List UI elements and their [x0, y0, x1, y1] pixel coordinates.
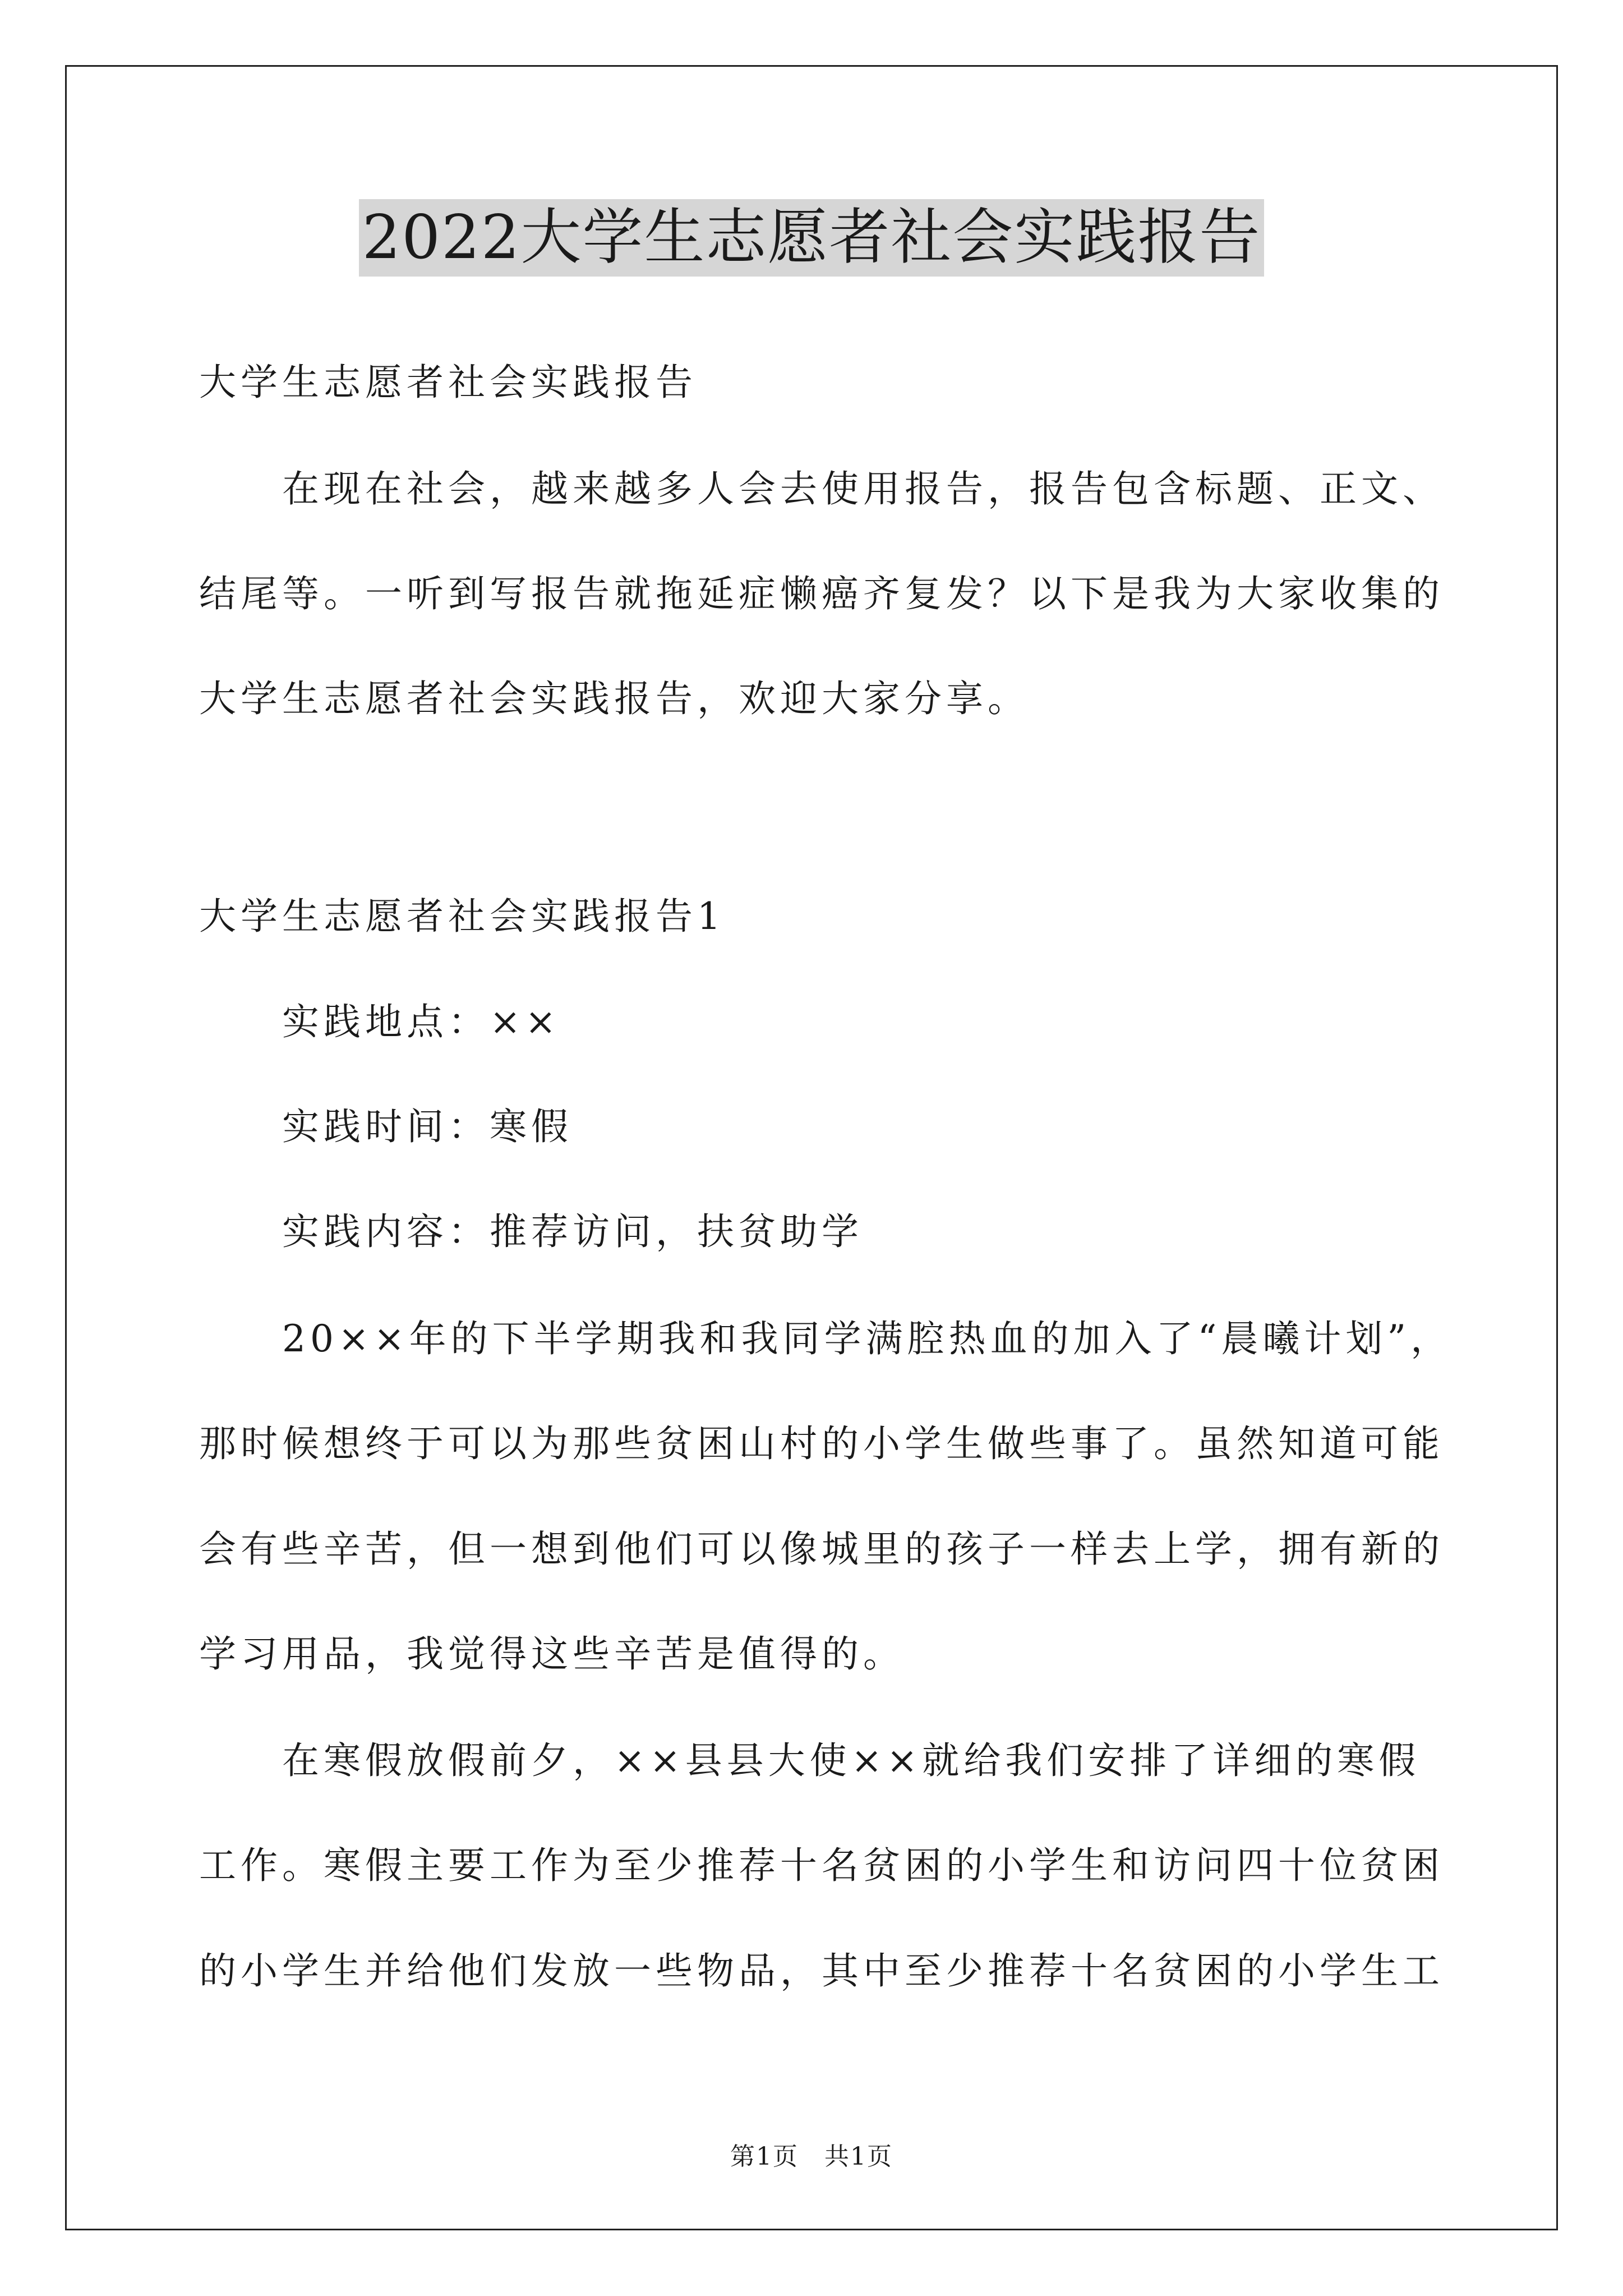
section-heading: 大学生志愿者社会实践报告1: [199, 895, 725, 938]
paragraph-line: 学习用品，我觉得这些辛苦是值得的。: [199, 1632, 905, 1676]
paragraph-line: 在现在社会，越来越多人会去使用报告，报告包含标题、正文、: [282, 467, 1444, 510]
paragraph-line: 工作。寒假主要工作为至少推荐十名贫困的小学生和访问四十位贫困: [199, 1844, 1444, 1887]
page-title: 2022大学生志愿者社会实践报告: [359, 199, 1265, 277]
paragraph-line: 结尾等。一听到写报告就拖延症懒癌齐复发？以下是我为大家收集的: [199, 572, 1444, 615]
info-line-content: 实践内容：推荐访问，扶贫助学: [282, 1210, 863, 1253]
title-container: [0, 199, 1623, 277]
paragraph-line: 会有些辛苦，但一想到他们可以像城里的孩子一样去上学，拥有新的: [199, 1527, 1444, 1571]
section-heading: 大学生志愿者社会实践报告: [199, 361, 697, 404]
info-line-location: 实践地点：××: [282, 1000, 561, 1043]
paragraph-line: 那时候想终于可以为那些贫困山村的小学生做些事了。虽然知道可能: [199, 1422, 1444, 1465]
info-line-time: 实践时间：寒假: [282, 1105, 573, 1148]
page-footer: 第1页 共1页: [730, 2142, 893, 2171]
paragraph-line: 在寒假放假前夕，××县县大使××就给我们安排了详细的寒假: [282, 1739, 1421, 1782]
paragraph-line: 大学生志愿者社会实践报告，欢迎大家分享。: [199, 677, 1029, 720]
paragraph-line: 20××年的下半学期我和我同学满腔热血的加入了“晨曦计划”，: [282, 1317, 1453, 1360]
paragraph-line: 的小学生并给他们发放一些物品，其中至少推荐十名贫困的小学生工: [199, 1949, 1444, 1993]
